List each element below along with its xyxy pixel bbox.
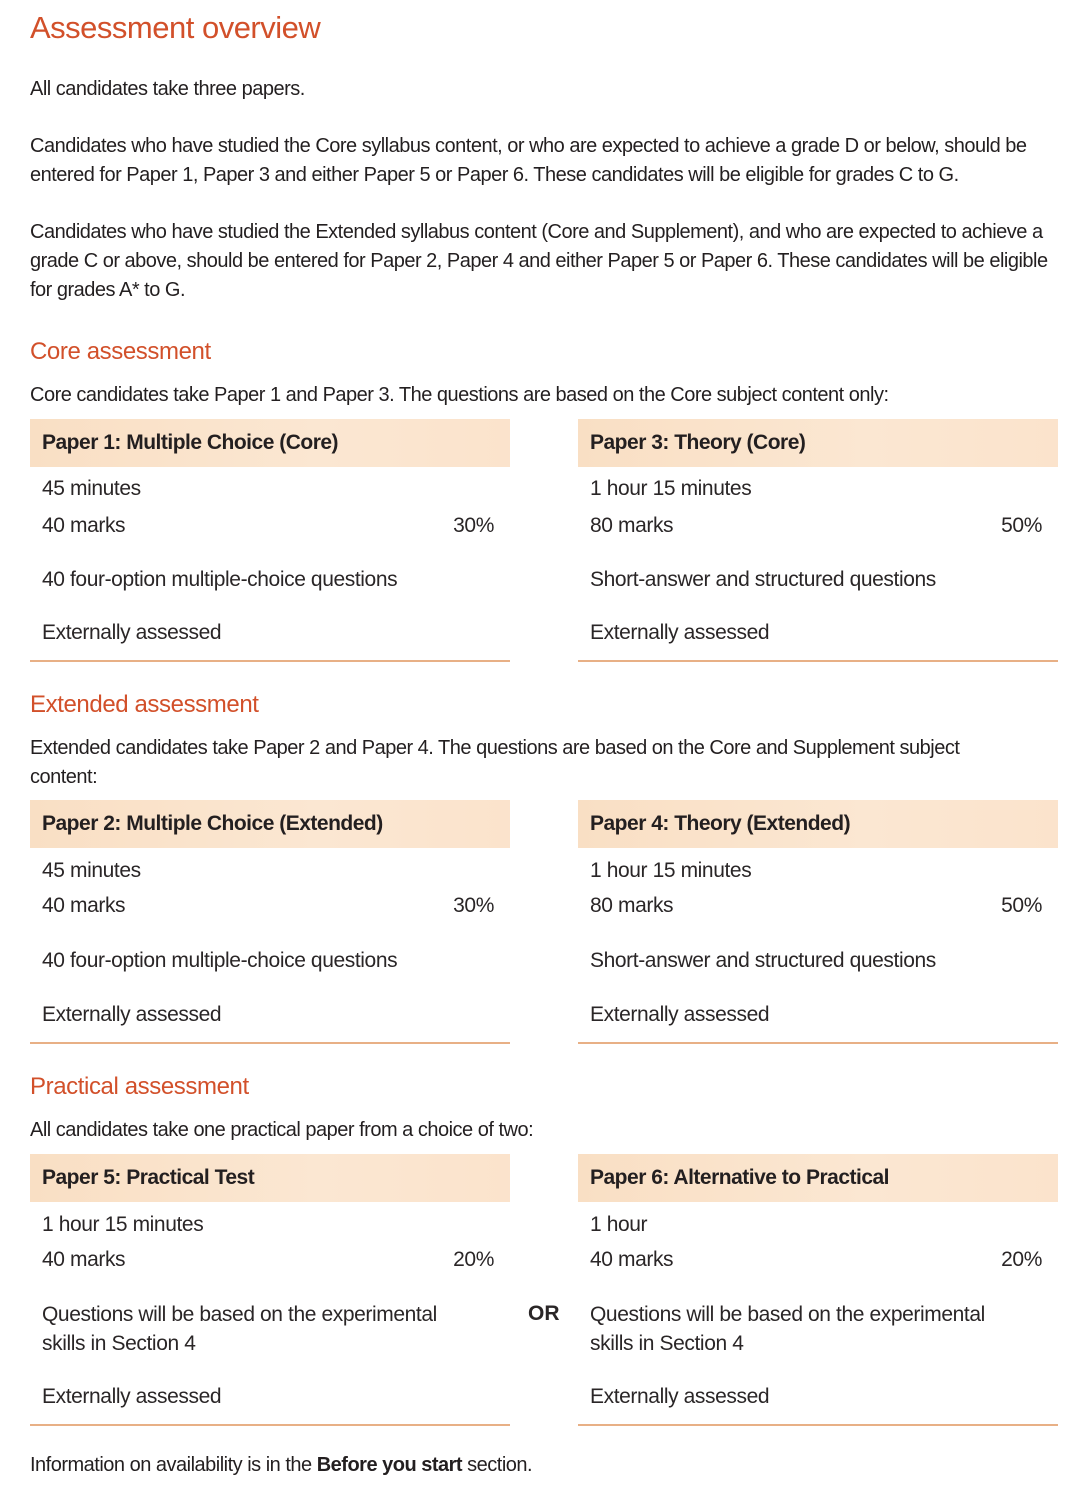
paper-6-marks: 40 marks: [590, 1248, 674, 1271]
paper-4-assessed: Externally assessed: [590, 1003, 770, 1026]
paper-2-format: 40 four-option multiple-choice questions: [42, 949, 398, 972]
paper-3-duration: 1 hour 15 minutes: [590, 477, 752, 500]
paper-2-card: [30, 800, 510, 1044]
paper-6-marks-row: [590, 1248, 1042, 1272]
paper-5-weighting: 20%: [453, 1248, 494, 1271]
paper-6-format: Questions will be based on the experimental skills in Section 4: [590, 1303, 985, 1355]
paper-6-card: [578, 1154, 1058, 1426]
paper-6-weighting: 20%: [1001, 1248, 1042, 1271]
core-assessment-description: Core candidates take Paper 1 and Paper 3. The questions are based on the Core subject content only:: [30, 384, 889, 406]
paper-3-card: [578, 419, 1058, 662]
availability-note-prefix: Information on availability is in the: [30, 1454, 317, 1476]
paper-4-duration: 1 hour 15 minutes: [590, 859, 752, 882]
paper-1-title: Paper 1: Multiple Choice (Core): [30, 419, 510, 467]
paper-5-format: Questions will be based on the experimental skills in Section 4: [42, 1303, 437, 1355]
paper-1-marks: 40 marks: [42, 514, 126, 537]
core-assessment-heading: Core assessment: [30, 338, 211, 365]
paper-3-format: Short-answer and structured questions: [590, 568, 936, 591]
paper-3-assessed: Externally assessed: [590, 621, 770, 644]
paper-2-marks-row: [42, 894, 494, 918]
paper-4-title: Paper 4: Theory (Extended): [578, 800, 1058, 848]
practical-assessment-description: All candidates take one practical paper from a choice of two:: [30, 1119, 534, 1141]
intro-paragraph-3: Candidates who have studied the Extended syllabus content (Core and Supplement), and who are expected to achieve a grade C or above, should be entered for Paper 2, Paper 4 and either Paper 5 or Paper 6. These candidates will be eligible for grades A* to G.: [30, 221, 1048, 301]
paper-6-assessed: Externally assessed: [590, 1385, 770, 1408]
paper-3-marks: 80 marks: [590, 514, 674, 537]
paper-1-marks-row: [42, 514, 494, 538]
paper-3-title: Paper 3: Theory (Core): [578, 419, 1058, 467]
intro-paragraph-2: Candidates who have studied the Core syllabus content, or who are expected to achieve a grade D or below, should be entered for Paper 1, Paper 3 and either Paper 5 or Paper 6. These candidates will be eligible for grades C to G.: [30, 135, 1027, 186]
paper-2-assessed: Externally assessed: [42, 1003, 222, 1026]
paper-1-assessed: Externally assessed: [42, 621, 222, 644]
extended-assessment-heading: Extended assessment: [30, 691, 259, 718]
paper-5-marks: 40 marks: [42, 1248, 126, 1271]
paper-5-duration: 1 hour 15 minutes: [42, 1213, 204, 1236]
paper-4-weighting: 50%: [1001, 894, 1042, 917]
paper-5-assessed: Externally assessed: [42, 1385, 222, 1408]
practical-assessment-heading: Practical assessment: [30, 1073, 249, 1100]
paper-3-marks-row: [590, 514, 1042, 538]
availability-note-suffix: section.: [462, 1454, 533, 1476]
paper-5-title: Paper 5: Practical Test: [30, 1154, 510, 1202]
paper-5-card: [30, 1154, 510, 1426]
paper-6-title: Paper 6: Alternative to Practical: [578, 1154, 1058, 1202]
paper-4-marks-row: [590, 894, 1042, 918]
or-label: OR: [528, 1302, 560, 1325]
paper-6-duration: 1 hour: [590, 1213, 648, 1236]
extended-assessment-description: Extended candidates take Paper 2 and Paper 4. The questions are based on the Core and Supplement subject content:: [30, 737, 960, 788]
page-title: Assessment overview: [30, 10, 321, 45]
paper-1-card: [30, 419, 510, 662]
paper-1-format: 40 four-option multiple-choice questions: [42, 568, 398, 591]
paper-2-duration: 45 minutes: [42, 859, 141, 882]
paper-4-card: [578, 800, 1058, 1044]
paper-2-marks: 40 marks: [42, 894, 126, 917]
availability-note: [30, 1451, 1058, 1480]
paper-4-marks: 80 marks: [590, 894, 674, 917]
intro-paragraph-1: All candidates take three papers.: [30, 78, 305, 100]
paper-3-weighting: 50%: [1001, 514, 1042, 537]
before-you-start-reference: Before you start: [316, 1454, 463, 1476]
paper-4-format: Short-answer and structured questions: [590, 949, 936, 972]
paper-1-duration: 45 minutes: [42, 477, 141, 500]
paper-2-weighting: 30%: [453, 894, 494, 917]
paper-5-marks-row: [42, 1248, 494, 1272]
paper-1-weighting: 30%: [453, 514, 494, 537]
paper-2-title: Paper 2: Multiple Choice (Extended): [30, 800, 510, 848]
